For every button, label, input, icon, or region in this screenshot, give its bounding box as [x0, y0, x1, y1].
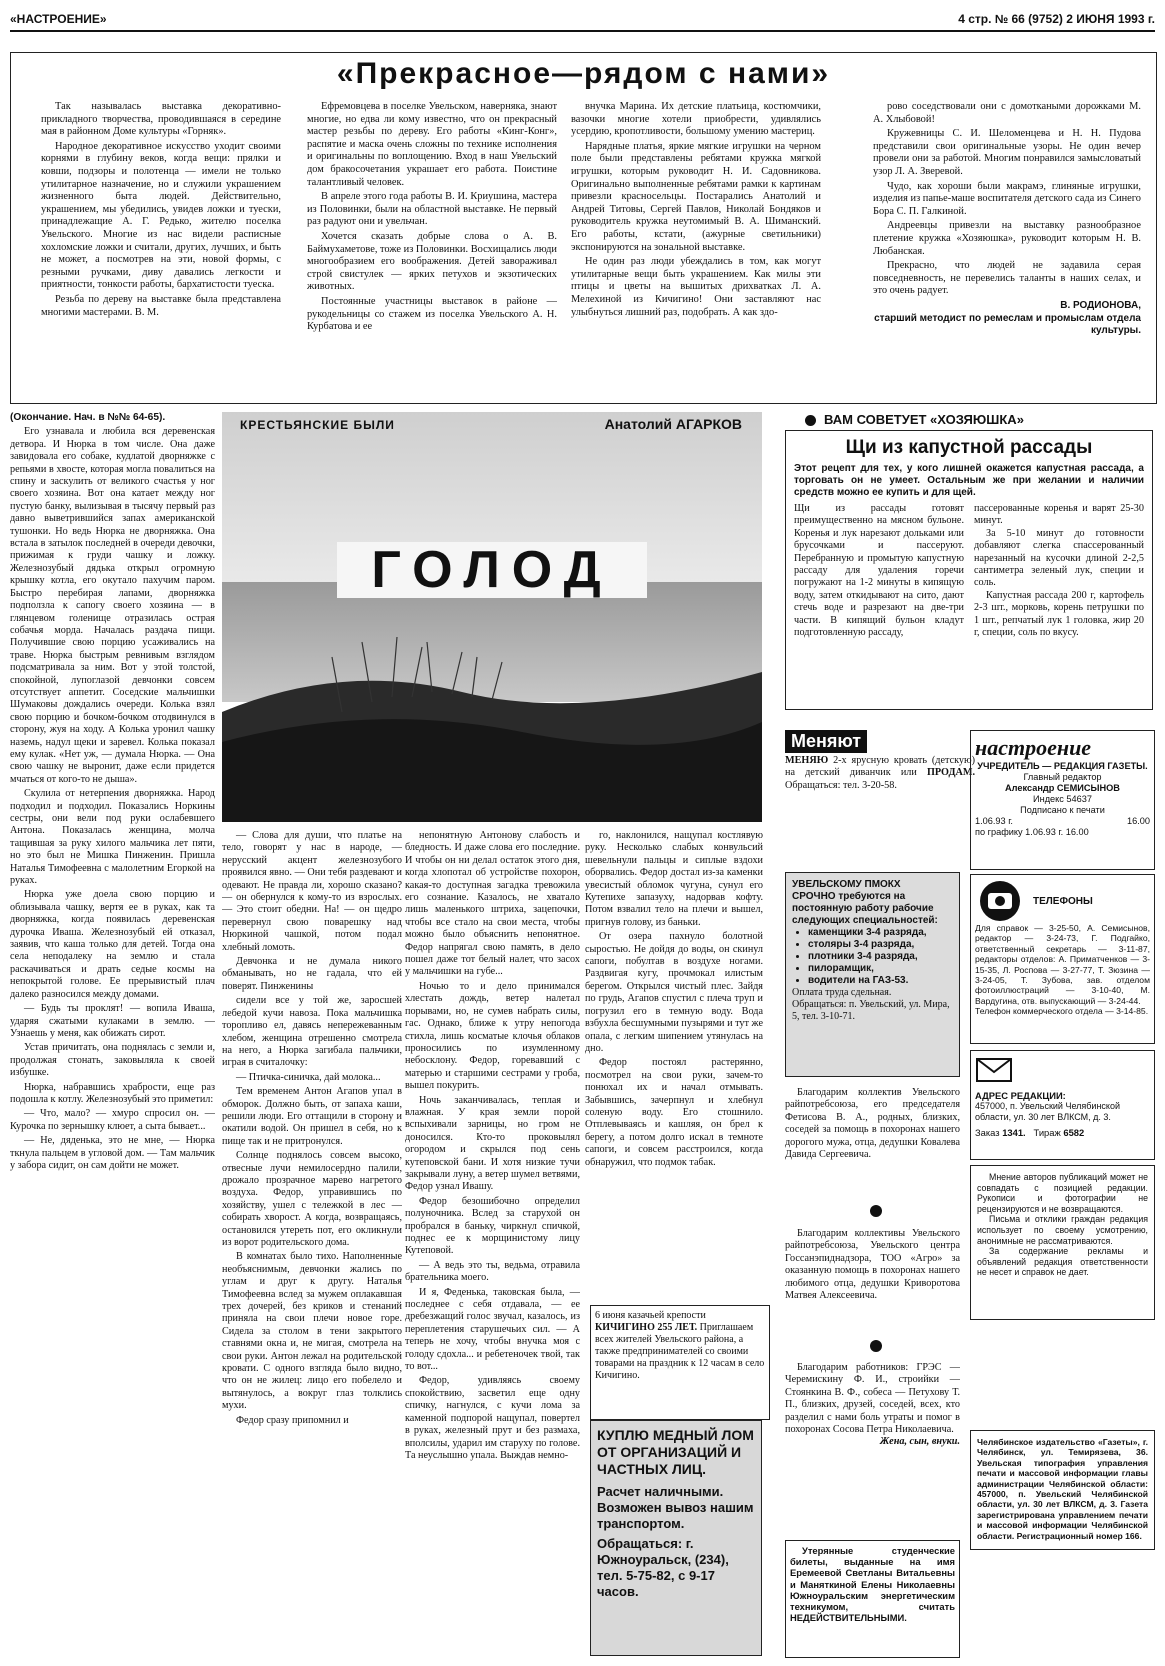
lost-notice: Утерянные студенческие билеты, выданные на имя Еремеевой Светланы Витальевны и Маняткиной Елены Николаевны Южноуральским энергетическим техникумом, считать НЕДЕЙСТВИТЕЛЬНЫМИ.	[785, 1540, 960, 1658]
exhibition-col-4	[873, 101, 1141, 401]
masthead-founder: УЧРЕДИТЕЛЬ — РЕДАКЦИЯ ГАЗЕТЫ.	[977, 761, 1148, 771]
job-list	[792, 927, 953, 987]
story-col-2	[222, 830, 402, 1662]
paragraph: Скулила от нетерпения дворняжка. Народ подходил и подходил. Показались Норкины сестры, они вели под руки ослабевшего Антона. Показалась женщина, молча тащившая за руку хилого мальчика лет пяти, но это был не Мишка Пинженин. Пришла Наталья Тимофеевна с малолетним Егоркой на руках.	[10, 788, 215, 887]
issue-info: 4 стр. № 66 (9752) 2 ИЮНЯ 1993 г.	[958, 12, 1155, 26]
paragraph: Федор, удивляясь своему спокойствию, засветил еще одну спичку, нагнулся, с кучи лома за каменной подпорой нащупал, повертел в руках, железный прут и без размаха, вполсилы, ударил им старуху по голове. Та неуслышно упала. Выждав немно-	[405, 1375, 580, 1461]
paragraph: — Будь ты проклят! — вопила Иваша, ударяя сжатыми кулаками в землю. — Узнаешь у меня, как обижать сирот.	[10, 1003, 215, 1039]
index-number: Индекс 54637	[1033, 794, 1092, 804]
recipe-rubric: ВАМ СОВЕТУЕТ «ХОЗЯЮШКА»	[805, 412, 1155, 427]
paragraph: Резьба по дереву на выставке была представлена многими мастерами. В. М.	[41, 293, 281, 318]
copper-ad	[590, 1420, 762, 1656]
print-info: Заказ 1341. Тираж 6582	[975, 1127, 1085, 1138]
paragraph: Нарядные платья, яркие мягкие игрушки на черном поле были представлены ребятами кружка мягкой игрушки, которым руководит Н. И. Садовникова. Оригинально выполненные ребятами рамки к картинам привезли красносельцы. Постарались Анатолий и Андрей Титовы, Сергей Павлов, Николай Бондяков и руководитель кружка неутомимый В. А. Шиманский. Его работы, кстати, (ажурные светильники) экспонируются на зональной выставке.	[571, 140, 821, 253]
paragraph: Ночь заканчивалась, теплая и влажная. У края земли порой вспыхивали зарницы, но гром не доносился. Кто-то проковылял огородом и скрылся под сень кутеповской бани. И хотя низкие тучи закрывали луну, а ветер шумел ветвями, Федор узнал Ивашу.	[405, 1094, 580, 1193]
paragraph: Федор сразу припомнил и	[236, 1414, 349, 1426]
story-col-3	[405, 830, 580, 1662]
bullet-icon	[870, 1340, 882, 1352]
landscape-photo	[222, 412, 762, 822]
phones-header	[975, 879, 1150, 923]
paragraph: Федор безошибочно определил полуночника. Вслед за старухой он пробрался в баньку, чиркнул спичкой, поднес ее к морщинистому лицу Кутеповой.	[405, 1195, 580, 1257]
ad-text: Обращаться: п. Увельский, ул. Мира, 5, тел. 3-10-71.	[792, 999, 950, 1022]
ad-line: Расчет наличными.	[597, 1484, 724, 1499]
envelope-icon	[975, 1055, 1015, 1085]
paragraph: Девчонка и не думала никого обманывать, но не гадала, что ей поверят. Пинженины	[222, 956, 402, 992]
paragraph: Чудо, как хороши были макрамэ, глиняные игрушки, изделия из папье-маше воспитателя детского сада из Синего Бора С. П. Галкиной.	[873, 180, 1141, 217]
signed-label: Подписано к печати	[1020, 805, 1105, 815]
list-item: • пилорамщик,	[808, 963, 953, 975]
paragraph: — Не, дяденька, это не мне, — Нюрка ткнула пальцем в угловой дом. — Там мальчик у забора сидит, он сам дойти не может.	[10, 1135, 215, 1171]
story-title: ГОЛОД	[337, 542, 647, 598]
paragraph: Солнце поднялось совсем высоко, отвесные лучи немилосердно палили, дрожало прозрачное марево нагретого воздуха. Федор, управившись по хозяйству, ушел с тележкой в лес — собирать хворост. А когда, возвращаясь, остановился утереть пот, его окликнули из ворот родительского дома.	[222, 1150, 402, 1248]
thanks-3: Благодарим работников: ГРЭС — Черемискину Ф. И., строийки — Стоянкина В. Ф., собеса — Петухову Т. П., близких, друзей, соседей, всех, кто разделил с нами боль утраты и помог в похоронах Сосова Петра Николаевича. Жена, сын, внуки.	[785, 1362, 960, 1448]
exchange-text: МЕНЯЮ 2-х ярусную кровать (детскую) на детский диванчик или ПРОДАМ. Обращаться: тел. 3-20-58.	[785, 755, 976, 791]
story-col-4	[585, 830, 763, 1300]
paragraph: Нюрка, набравшись храбрости, еще раз подошла к котлу. Железнозубый это приметил:	[10, 1081, 215, 1105]
paragraph: Хочется сказать добрые слова о А. В. Баймухаметове, тоже из Половинки. Восхищались люди многообразием его воображения. Детей завораживал строй свистулек — ярких петухов и экзотических животных.	[307, 230, 557, 293]
thanks-2: Благодарим коллективы Увельского райпотребсоюза, Увельского центра Госсанэпиднадзора, ТОО «Агро» за оказанную помощь в похоронах нашего любимого отца, дедушки Криворотова Матвея Алексеевича.	[785, 1228, 960, 1302]
paragraph: Устав причитать, она поднялась с земли и, продолжая стонать, заковыляла к своей избушке.	[10, 1042, 215, 1079]
paragraph: внучка Марина. Их детские платьица, костюмчики, вазочки многие хотели приобрести, удивлялись усердию, кропотливости, большому умению мастериц.	[571, 101, 821, 138]
paragraph: В апреле этого года работы В. И. Криушина, мастера из Половинки, были на областной выставке. Не первый раз радуют они и увельчан.	[307, 191, 557, 228]
masthead	[970, 730, 1155, 870]
address-title: АДРЕС РЕДАКЦИИ:	[975, 1090, 1066, 1101]
paragraph: Андреевцы привезли на выставку разнообразное плетение кружка «Хозяюшка», руководит которым Н. В. Любанская.	[873, 220, 1141, 257]
list-item: • столяры 3-4 разряда,	[808, 939, 953, 951]
phones-list: Для справок — 3-25-50, А. Семисынов, редактор — 3-24-73, Г. Подгайко, ответственный секретарь — 3-11-87, редакторы отделов: А. Приматченков — 3-15-35, Л. Роспова — 3-27-77, Т. Зюзина — 3-24-05, Т. Зубова, зав. отделом фотоиллюстраций — 3-10-40, М. Вардугина, отв. выпускающий — 3-24-44.	[975, 923, 1150, 1006]
publisher-box: Челябинское издательство «Газеты», г. Челябинск, ул. Темирязева, 36. Увельская типография управления печати и массовой информации главы администрации Челябинской области: 457000, п. Увельский Челябинской области, ул. 30 лет ВЛКСМ, д. 3. Газета зарегистрирована управлением печати и массовой информации Челябинской области. Регистрационный номер 166.	[970, 1430, 1155, 1550]
ad-heading: КУПЛЮ МЕДНЫЙ ЛОМ ОТ ОРГАНИЗАЦИЙ И ЧАСТНЫХ ЛИЦ.	[597, 1427, 754, 1477]
ad-highlight: КИЧИГИНО 255 ЛЕТ.	[595, 1322, 698, 1333]
paragraph: Так называлась выставка декоративно-прикладного творчества, проводившаяся в середине мая в районном Доме культуры «Горняк».	[41, 101, 281, 138]
phones-box	[970, 874, 1155, 1044]
recipe-box	[785, 430, 1153, 710]
pmk-job-ad	[785, 872, 960, 1077]
recipe-col-1: Щи из рассады готовят преимущественно на мясном бульоне. Коренья и лук нарезают дольками или брусочками и пассеруют. Перебранную и промытую капустную рассаду для удаления горечи погружают на 1-2 минуты в кипящую воду, затем откидывают на сито, дают стечь воде и разрезают на две-три части. В кипящий бульон кладут подготовленную рассаду,	[794, 503, 964, 639]
ad-line: Обращаться: г. Южноуральск, (234), тел. 5-75-82, с 9-17 часов.	[597, 1536, 729, 1599]
signature-role: старший методист по ремеслам и промыслам отдела культуры.	[874, 312, 1141, 337]
recipe-col-2: пассерованные коренья и варят 25-30 минут. За 5-10 минут до готовности добавляют слегка спассерованный нарезанный на кусочки длиной 2-2,5 сантиметра зеленый лук, специи и соль. Капустная рассада 200 г, картофель 2-3 шт., морковь, корень петрушки по 1 шт., репчатый лук 1 головка, жир 20 г, специи, соль по вкусу.	[974, 503, 1144, 639]
paragraph: И я, Феденька, таковская была, — последнее с себя отдавала, — ее дребезжащий голос звучал, казалось, из переплетения старушечьих сил. — А теперь не хочу, чтобы внучка моя с голоду сдохла... и ребетеночек твой, так то вот...	[405, 1286, 580, 1373]
paragraph: Ночью то и дело принимался хлестать дождь, ветер налетал порывами, но, не сумев набрать силы, гас. Однако, ближе к утру непогода стихла, лишь косматые клочья облаков проносились по изумленному небосклону. Федор, горевавший с матерью и старшими сестрами у гроба, вышел покурить.	[405, 980, 580, 1092]
exhibition-title: «Прекрасное—рядом с нами»	[336, 57, 831, 90]
signed-row: 1.06.93 г. 16.00	[975, 816, 1150, 826]
continuation-note: (Окончание. Нач. в №№ 64-65).	[10, 412, 166, 423]
signature-name: В. РОДИОНОВА,	[1060, 299, 1141, 311]
paragraph: Федор постоял растерянно, посмотрел на свои руки, зачем-то понюхал их и начал отмывать. Забывшись, зачерпнул и хлебнул соленую воду. Его стошнило. Отплевываясь и кашляя, он брел к берегу, а потом долго искал в темноте сапоги, и совсем расстроился, когда обнаружил, что подмок табак.	[585, 1057, 763, 1168]
disclaimer-box: Мнение авторов публикаций может не совпадать с позицией редакции. Рукописи и фотографии не рецензируются и не возвращаются. Письма и отклики граждан редакция использует по своему усмотрению, анонимные не рассматриваются. За содержание рекламы и объявлений редакция ответственности не несет и справок не дает.	[970, 1165, 1155, 1320]
paragraph: рово соседствовали они с домоткаными дорожками М. А. Хлыбовой!	[873, 101, 1141, 125]
list-item: • каменщики 3-4 разряда,	[808, 927, 953, 939]
editor-name: Александр СЕМИСЫНОВ	[1005, 783, 1120, 793]
paragraph: От озера пахнуло болотной сыростью. Не дойдя до воды, он скинул сапоги, побултав в воздухе ногами. Раздвигая кугу, прочмокал илистым берегом. Открылся чистый плес. Зайдя по грудь, Агапов спустил с плеча труп и погрузил его в темную воду. Вода взбухла бесшумными пузырями и тут же опала, с легким шипением утянулась на дно.	[585, 931, 763, 1054]
paragraph: Ефремовцева в поселке Увельском, наверняка, знают многие, но едва ли кому известно, что он прекрасный мастер резьбы по дереву. Его работы «Кинг-Конг», распятие и маска очень сложны по технике исполнения и оригинальны по воплощению. Вход в наш Увельский дом бракосочетания украшает его работа. Поистине талантливый человек.	[307, 101, 557, 188]
schedule-row: по графику 1.06.93 г. 16.00	[975, 827, 1089, 837]
list-item: • плотники 3-4 разряда,	[808, 951, 953, 963]
paragraph: — А ведь это ты, ведьма, отравила брательника моего.	[405, 1259, 580, 1284]
editor-label: Главный редактор	[1023, 772, 1102, 782]
address-text: 457000, п. Увельский Челябинской области, ул. 30 лет ВЛКСМ, д. 3.	[975, 1101, 1120, 1122]
exhibition-article	[10, 52, 1157, 404]
paragraph: — Слова для души, что платье на тело, говорят у нас в народе, — нерусский акцент железнозубого проявился явно. — Они тебя раздевают и одевают. Не правда ли, хорошо сказано? — он обернулся к кому-то из взрослых. — Это стоит обедни. На! — он щедро перевернул свою поварешку над Нюркиной чашкой, потом подал хлебный ломоть.	[222, 830, 402, 953]
ad-text: 6 июня казачьей крепости	[595, 1310, 706, 1321]
exchange-ad	[785, 730, 975, 790]
story-author: Анатолий АГАРКОВ	[604, 416, 742, 432]
exhibition-col-2	[307, 101, 557, 401]
paragraph: Прекрасно, что людей не задавила серая повседневность, не перевелись таланты в наших селах, и это очень радует.	[873, 260, 1141, 297]
ad-line: Возможен вывоз нашим транспортом.	[597, 1500, 754, 1531]
telephone-icon	[975, 879, 1025, 923]
recipe-lead: Этот рецепт для тех, у кого лишней окажется капустная рассада, а торговать он не умеет. Остальным же при желании и наличии средств можно ее купить и для щей.	[794, 463, 1144, 498]
commercial-phone: Телефон коммерческого отдела — 3-14-85.	[975, 1006, 1149, 1017]
paragraph: Нюрка уже доела свою порцию и облизывала чашку, вертя ее в руках, как та дворняжка, когда появилась деревенская дурочка Иваша. Железнозубый ей отказал, заявив, что каша только для детей. Тогда она села неподалеку на землю и стала раскачиваться и драть седые космы на непокрытой голове. Ее прерывистый плач далеко разносился между домами.	[10, 889, 215, 1000]
bullet-icon	[805, 415, 816, 426]
paragraph: непонятную Антонову слабость и бледность. И даже слова его последние. И чтобы он ни делал остаток этого дня, когда хлопотал об устройстве похорон, какая-то доступная загадка тревожила его сознание. Казалось, не хватало лишь маленького штриха, зацепочки, чтобы все стало на свои места, чтобы можно было объяснить непонятное. Федор напрягал свою память, в дело пошел даже тот белый налет, что засох у мальчишки на губе...	[405, 830, 580, 978]
recipe-section	[785, 412, 1155, 712]
exhibition-col-1	[41, 101, 281, 401]
recipe-body	[794, 503, 1144, 639]
bullet-icon	[870, 1205, 882, 1217]
recipe-title: Щи из капустной рассады	[845, 437, 1093, 458]
ad-text: Приглашаем всех жителей Увельского района, а также предпринимателей со своими товарами на праздник к 12 часам в село Кичигино.	[595, 1322, 765, 1381]
ad-text: СРОЧНО требуются на постоянную работу рабочие следующих специальностей:	[792, 891, 938, 926]
paragraph: Тем временем Антон Агапов упал в обморок. Должно быть, от запаха каши, решили люди. Его оттащили в сторону и окатили водой. Он пришел в себя, но к пище так и не притронулся.	[222, 1086, 402, 1147]
paragraph: сидели все у той же, заросшей лебедой кучи навоза. Пока мальчишка торопливо ел, давясь непережеванным хлебом, женщина отрешенно смотрела на него, а Нюрка загибала пальчики, играя в считалочку:	[222, 995, 402, 1069]
page-header	[10, 6, 1155, 32]
paragraph: Народное декоративное искусство уходит своими корнями в глубину веков, когда вещи: прялки и ковши, подзоры и полотенца — имели не только утилитарное назначение, но и служили украшением жизненного быта людей. Действительно, украшением, мы убедились, увидев ложки и туески, принадлежащие А. Г. Редько, жителю поселка Увельского. Многие из нас видели расписные хохломские ложки и считали, других, лучших, и быть не может, а посмотрев на эти, новой формы, с резными ручками, диву давались легкости и приятности, тонкости работы, бархатистости туеска.	[41, 140, 281, 291]
phones-title: ТЕЛЕФОНЫ	[1033, 895, 1093, 907]
exhibition-col-3	[571, 101, 821, 401]
ad-heading: УВЕЛЬСКОМУ ПМОКХ	[792, 879, 901, 890]
thanks-1: Благодарим коллектив Увельского райпотребсоюза, его председателя Фетисова В. А., родных, близких, соседей за помощь в похоронах нашего дорогого мужа, отца, дедушки Ковалева Давида Сергеевича.	[785, 1087, 960, 1161]
paragraph: В комнатах было тихо. Наполненные необъяснимым, девчонки жались по углам и друг к другу. Наталья Тимофеевна вслед за мужем оплакавшая трех дочерей, без криков и стенаний приняла на свои плечи новое горе. Сидела за столом в тени закрытого ставнями окна и, не мигая, смотрела на свои руки. Антон лежал на родительской кровати. С одного взгляда было видно, что он не жилец: лицо его побелело и вытянулось, а вокруг глаз толклись мухи.	[222, 1251, 402, 1412]
address-box	[970, 1050, 1155, 1160]
paragraph: Не один раз люди убеждались в том, как могут утилитарные вещи быть украшением. Как милы эти птицы и цветы на вышитых дрихватках Л. А. Мелехиной из Кичигино! Они заставляют нас улыбнуться лишний раз, подобрать. А как здо-	[571, 256, 821, 318]
paragraph: Кружевницы С. И. Шеломенцева и Н. Н. Пудова представили свои оригинальные узоры. Не один вечер провели они за работой. Многим понравился замысловатый узор Л. А. Зверевой.	[873, 128, 1141, 177]
paragraph: Постоянные участницы выставок в районе — рукодельницы со стажем из поселка Увельского А. Н. Курбатова и ее	[307, 295, 557, 333]
paper-name: «НАСТРОЕНИЕ»	[10, 12, 107, 26]
list-item: • водители на ГАЗ-53.	[808, 975, 953, 987]
paragraph: — Птичка-синичка, дай молока...	[236, 1071, 381, 1083]
story-photo	[222, 412, 762, 822]
story-col-1	[10, 412, 215, 1662]
ad-text: Оплата труда сдельная.	[792, 987, 892, 998]
exchange-heading: Меняют	[785, 730, 867, 753]
story-rubric: КРЕСТЬЯНСКИЕ БЫЛИ	[240, 418, 395, 432]
masthead-logo: настроение	[975, 735, 1092, 760]
paragraph: Его узнавала и любила вся деревенская детвора. И Нюрка в том числе. Она даже завидовала его собаке, кудлатой дворняжке с репьями в хвосте, которая могла повалиться на спину и заскулить от великого счастья у ног своего хозяина. Вот она катает между ног пустую банку, вылизывая в тысячу первый раз давно выветрившийся запах американской тушонки. Но ведь Нюрка не дворняжка. Она встала в затылок последней в очереди девочки, прижимая к груди чашку и ложку. Железнозубый дядька открыл огромную крышку котла, его окутало пахучим паром. Быстро перебирая лапами, дворняжка подползла к сапогу своего хозяина — в глянцевом голенище отразилась острая собачья морда. Началась раздача пищи. Получившие свою порцию усаживались на траве. Нюрка быстрым ревнивым взглядом подсматривала за ним. Вот у этой толстой, спокойной, лупоглазой девчонки совсем отсутствует аппетит. Соседские мальчишки Шумаковы дождались очереди. Колька взял свою порцию и бочком-бочком отодвинулся в сторону, жуя на ходу. А Колька уронил чашку наземь, надул щеки и заревел. Колька показал ему кулак. «Нет уж, — думала Нюрка. — Она свою чашку не выронит, даже если придется мчаться от кого-то не дыша».	[10, 426, 215, 785]
paragraph: — Что, мало? — хмуро спросил он. — Курочка по зернышку клюет, а сыта бывает...	[10, 1108, 215, 1132]
kichigino-ad	[590, 1305, 770, 1420]
paragraph: го, наклонился, нащупал костлявую руку. Несколько слабых конвульсий шевельнули пальцы и сиплые вздохи оборвались. Федор достал из-за каменки увесистый обломок чугуна, сунул его Кутепихе запазуху, надорвав кофту. Потом взвалил тело на плечи и вышел, пригнув голову, из баньки.	[585, 830, 763, 928]
